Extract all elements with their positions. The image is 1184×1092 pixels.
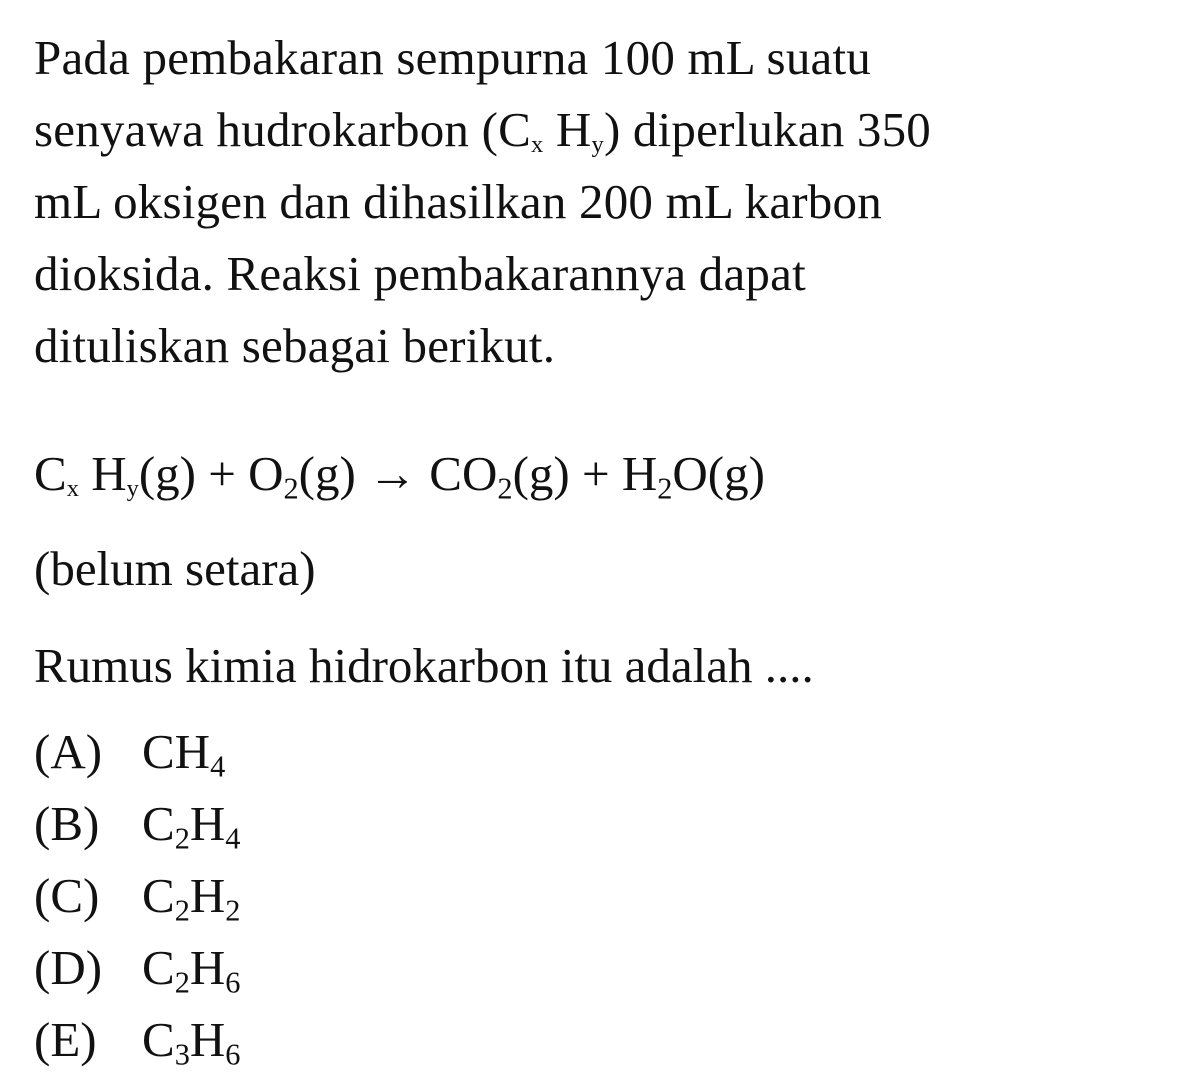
option-letter: (A) [34, 724, 103, 779]
question-line-3: mL oksigen dan dihasilkan 200 mL karbon [34, 174, 882, 229]
equation-note: (belum setara) [34, 541, 316, 596]
option-formula: $C_2H_2$ [142, 868, 241, 928]
question-line-5: dituliskan sebagai berikut. [34, 318, 556, 373]
question-text [34, 22, 1154, 382]
subscript-y: y [591, 131, 604, 159]
question-line-4: dioksida. Reaksi pembakarannya dapat [34, 246, 806, 301]
reaction-equation: $C_x$ $H_y(g) + O_2(g) \to CO_2(g) + H_2O(g)$ [34, 446, 765, 506]
question-line-1: Pada pembakaran sempurna 100 mL suatu [34, 30, 871, 85]
option-letter: (B) [34, 796, 100, 851]
option-letter: (D) [34, 940, 103, 995]
option-formula: $C_3H_6$ [142, 1012, 241, 1072]
option-formula: $CH_4$ [142, 724, 226, 784]
option-c[interactable] [34, 860, 1154, 932]
option-letter: (E) [34, 1012, 97, 1067]
option-e[interactable] [34, 1004, 1154, 1076]
question-card [34, 22, 1154, 1092]
subscript-x: x [530, 131, 544, 159]
question-prompt: Rumus kimia hidrokarbon itu adalah .... [34, 638, 814, 693]
option-formula: $C_2H_6$ [142, 940, 241, 1000]
option-d[interactable] [34, 932, 1154, 1004]
option-a[interactable] [34, 716, 1154, 788]
question-line-2: senyawa hudrokarbon ($C_x$ $H_y$) diperlukan 350 [34, 102, 931, 159]
answer-options [34, 716, 1154, 1076]
option-formula: $C_2H_4$ [142, 796, 241, 856]
option-b[interactable] [34, 788, 1154, 860]
option-letter: (C) [34, 868, 100, 923]
